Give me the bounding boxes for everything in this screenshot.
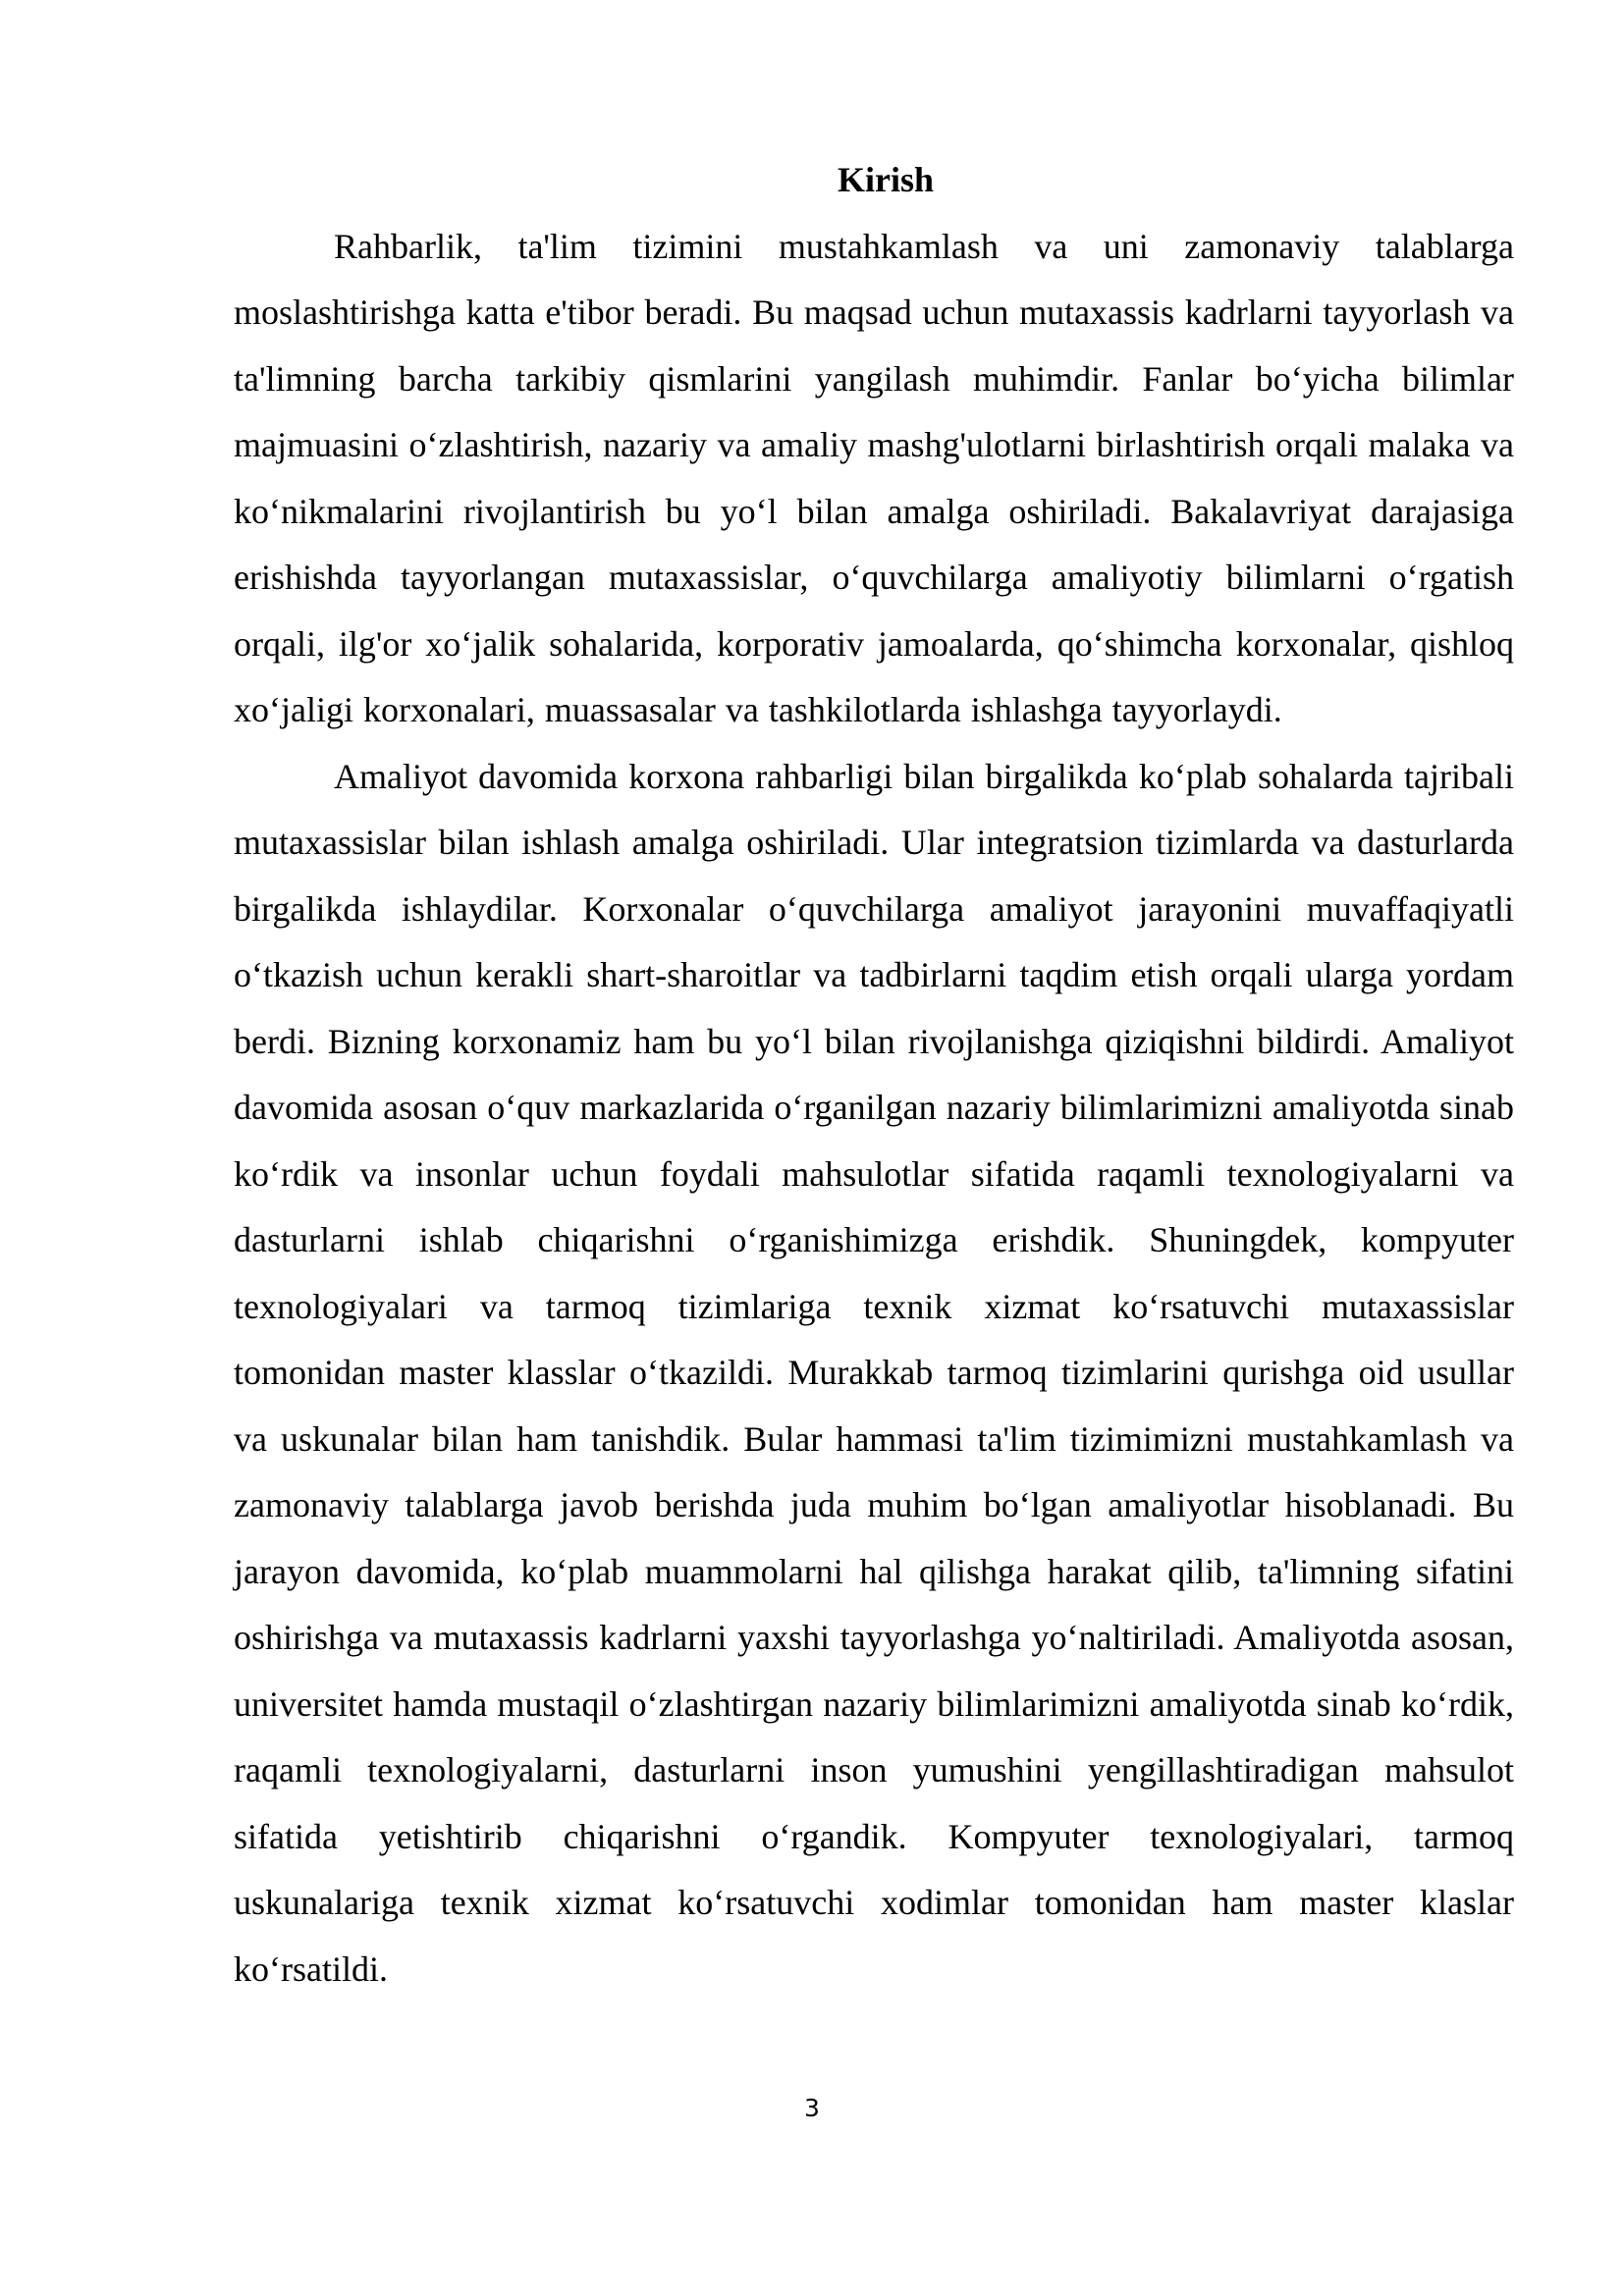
paragraph-practice: Amaliyot davomida korxona rahbarligi bilan birgalikda ko‘plab sohalarda tajribali mutaxassislar bilan ishlash amalga oshiriladi. Ular integratsion tizimlarda va dasturlarda birgalikda ishlaydilar. Korxonalar o‘quvchilarga amaliyot jarayonini muvaffaqiyatli o‘tkazish uchun kerakli shart-sharoitlar va tadbirlarni taqdim etish orqali ularga yordam berdi. Bizning korxonamiz ham bu yo‘l bilan rivojlanishga qiziqishni bildirdi. Amaliyot davomida asosan o‘quv markazlarida o‘rganilgan nazariy bilimlarimizni amaliyotda sinab ko‘rdik va insonlar uchun foydali mahsulotlar sifatida raqamli texnologiyalarni va dasturlarni ishlab chiqarishni o‘rganishimizga erishdik. Shuningdek, kompyuter texnologiyalari va tarmoq tizimlariga texnik xizmat ko‘rsatuvchi mutaxassislar tomonidan master klasslar o‘tkazildi. Murakkab tarmoq tizimlarini qurishga oid usullar va uskunalar bilan ham tanishdik. Bular hammasi ta'lim tizimimizni mustahkamlash va zamonaviy talablarga javob berishda juda muhim bo‘lgan amaliyotlar hisoblanadi. Bu jarayon davomida, ko‘plab muammolarni hal qilishga harakat qilib, ta'limning sifatini oshirishga va mutaxassis kadrlarni yaxshi tayyorlashga yo‘naltiriladi. Amaliyotda asosan, universitet hamda mustaqil o‘zlashtirgan nazariy bilimlarimizni amaliyotda sinab ko‘rdik, raqamli texnologiyalarni, dasturlarni inson yumushini yengillashtiradigan mahsulot sifatida yetishtirib chiqarishni o‘rgandik. Kompyuter texnologiyalari, tarmoq uskunalariga texnik xizmat ko‘rsatuvchi xodimlar tomonidan ham master klaslar ko‘rsatildi. xyxy=(234,756,1514,1989)
page-number: 3 xyxy=(804,2094,820,2122)
document-body xyxy=(234,147,1514,2002)
section-title: Kirish xyxy=(837,160,934,199)
paragraph-intro: Rahbarlik, ta'lim tizimini mustahkamlash va uni zamonaviy talablarga moslashtirishga katta e'tibor beradi. Bu maqsad uchun mutaxassis kadrlarni tayyorlash va ta'limning barcha tarkibiy qismlarini yangilash muhimdir. Fanlar bo‘yicha bilimlar majmuasini o‘zlashtirish, nazariy va amaliy mashg'ulotlarni birlashtirish orqali malaka va ko‘nikmalarini rivojlantirish bu yo‘l bilan amalga oshiriladi. Bakalavriyat darajasiga erishishda tayyorlangan mutaxassislar, o‘quvchilarga amaliyotiy bilimlarni o‘rgatish orqali, ilg'or xo‘jalik sohalarida, korporativ jamoalarda, qo‘shimcha korxonalar, qishloq xo‘jaligi korxonalari, muassasalar va tashkilotlarda ishlashga tayyorlaydi. xyxy=(234,226,1514,729)
